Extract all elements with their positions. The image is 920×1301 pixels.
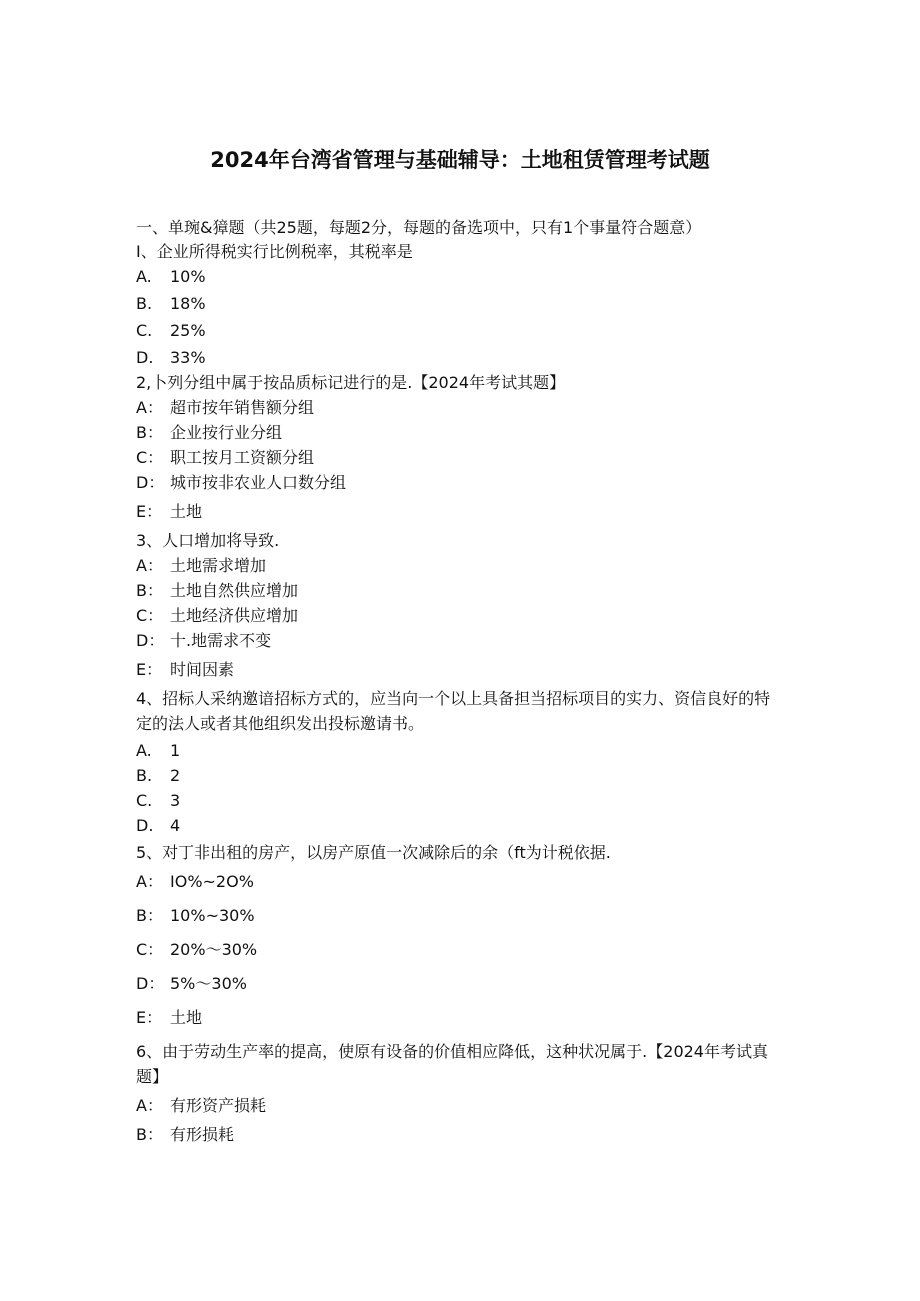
option-text: 20%～30% (170, 940, 258, 959)
question-3 (136, 528, 786, 682)
option-c (136, 937, 786, 962)
option-text: 10%~30% (170, 906, 255, 925)
option-text: 企业按行业分组 (170, 423, 283, 442)
option-text: 土地 (170, 1008, 203, 1027)
option-a (136, 738, 786, 763)
question-stem: 6、由于劳动生产率的提高，使原有设备的价值相应降低，这种状况属于.【2024年考试真题】 (136, 1042, 768, 1086)
question-stem: 4、招标人采纳邀谙招标方式的，应当向一个以上具备担当招标项目的实力、资信良好的特定的法人或者其他组织发出投标邀请书。 (136, 689, 771, 733)
option-label: A： (136, 398, 163, 417)
option-label: A： (136, 556, 163, 575)
question-stem: 5、对丁非出租的房产，以房产原值一次减除后的余（ft为计税依据. (136, 843, 611, 862)
section-heading: 一、单琬&獐题（共25题，每题2分，每题的备选项中，只有1个事量符合题意） (136, 218, 702, 237)
option-c (136, 788, 786, 813)
option-a (136, 553, 786, 578)
question-4 (136, 686, 786, 838)
option-c (136, 445, 786, 470)
option-text: 2 (170, 766, 181, 785)
option-text: 1 (170, 741, 181, 760)
option-text: 职工按月工资额分组 (170, 448, 315, 467)
option-label: B： (136, 423, 163, 442)
option-d (136, 628, 786, 653)
question-2 (136, 370, 786, 524)
option-text: IO%~2O% (170, 872, 254, 891)
option-b (136, 420, 786, 445)
option-label: E： (136, 660, 163, 679)
option-text: 33% (170, 348, 206, 367)
question-stem: 3、人口增加将导致. (136, 531, 280, 550)
option-text: 18% (170, 294, 206, 313)
option-label: A. (136, 741, 152, 760)
option-label: D： (136, 473, 165, 492)
option-b (136, 578, 786, 603)
option-text: 5%～30% (170, 974, 247, 993)
option-c (136, 603, 786, 628)
option-text: 10% (170, 267, 206, 286)
option-label: A： (136, 872, 163, 891)
option-e (136, 1005, 786, 1030)
option-label: B： (136, 906, 163, 925)
option-e (136, 657, 786, 682)
option-text: 时间因素 (170, 660, 235, 679)
option-label: C： (136, 606, 164, 625)
question-6 (136, 1039, 786, 1147)
option-a (136, 264, 786, 289)
option-b (136, 763, 786, 788)
option-text: 十.地需求不变 (170, 631, 272, 650)
option-label: D. (136, 816, 154, 835)
question-5 (136, 840, 786, 1030)
option-b (136, 1122, 786, 1147)
option-text: 土地经济供应增加 (170, 606, 299, 625)
option-label: A. (136, 267, 152, 286)
option-c (136, 318, 786, 343)
option-text: 土地 (170, 502, 203, 521)
option-text: 土地自然供应增加 (170, 581, 299, 600)
page-title: 2024年台湾省管理与基础辅导：土地租赁管理考试题 (210, 148, 710, 172)
option-text: 4 (170, 816, 181, 835)
question-1 (136, 239, 786, 370)
option-d (136, 971, 786, 996)
option-label: D： (136, 631, 165, 650)
option-label: E： (136, 502, 163, 521)
option-label: C： (136, 940, 164, 959)
option-label: B： (136, 581, 163, 600)
option-text: 有形损耗 (170, 1125, 235, 1144)
option-d (136, 813, 786, 838)
option-text: 土地需求增加 (170, 556, 267, 575)
option-e (136, 499, 786, 524)
option-label: B： (136, 1125, 163, 1144)
option-text: 25% (170, 321, 206, 340)
option-label: A： (136, 1096, 163, 1115)
option-b (136, 903, 786, 928)
question-stem: I、企业所得税实行比例税率，其税率是 (136, 242, 413, 261)
question-stem: 2,卜列分组中属于按品质标记进行的是.【2024年考试其题】 (136, 373, 566, 392)
option-a (136, 869, 786, 894)
option-label: D： (136, 974, 165, 993)
option-label: E： (136, 1008, 163, 1027)
option-text: 超市按年销售额分组 (170, 398, 315, 417)
option-d (136, 345, 786, 370)
option-label: C. (136, 321, 153, 340)
option-text: 3 (170, 791, 181, 810)
document-body (136, 216, 786, 1147)
option-d (136, 470, 786, 495)
option-label: C： (136, 448, 164, 467)
option-label: B. (136, 294, 153, 313)
option-a (136, 1093, 786, 1118)
option-label: B. (136, 766, 153, 785)
option-label: C. (136, 791, 153, 810)
option-a (136, 395, 786, 420)
option-text: 有形资产损耗 (170, 1096, 267, 1115)
option-text: 城市按非农业人口数分组 (170, 473, 347, 492)
option-label: D. (136, 348, 154, 367)
option-b (136, 291, 786, 316)
